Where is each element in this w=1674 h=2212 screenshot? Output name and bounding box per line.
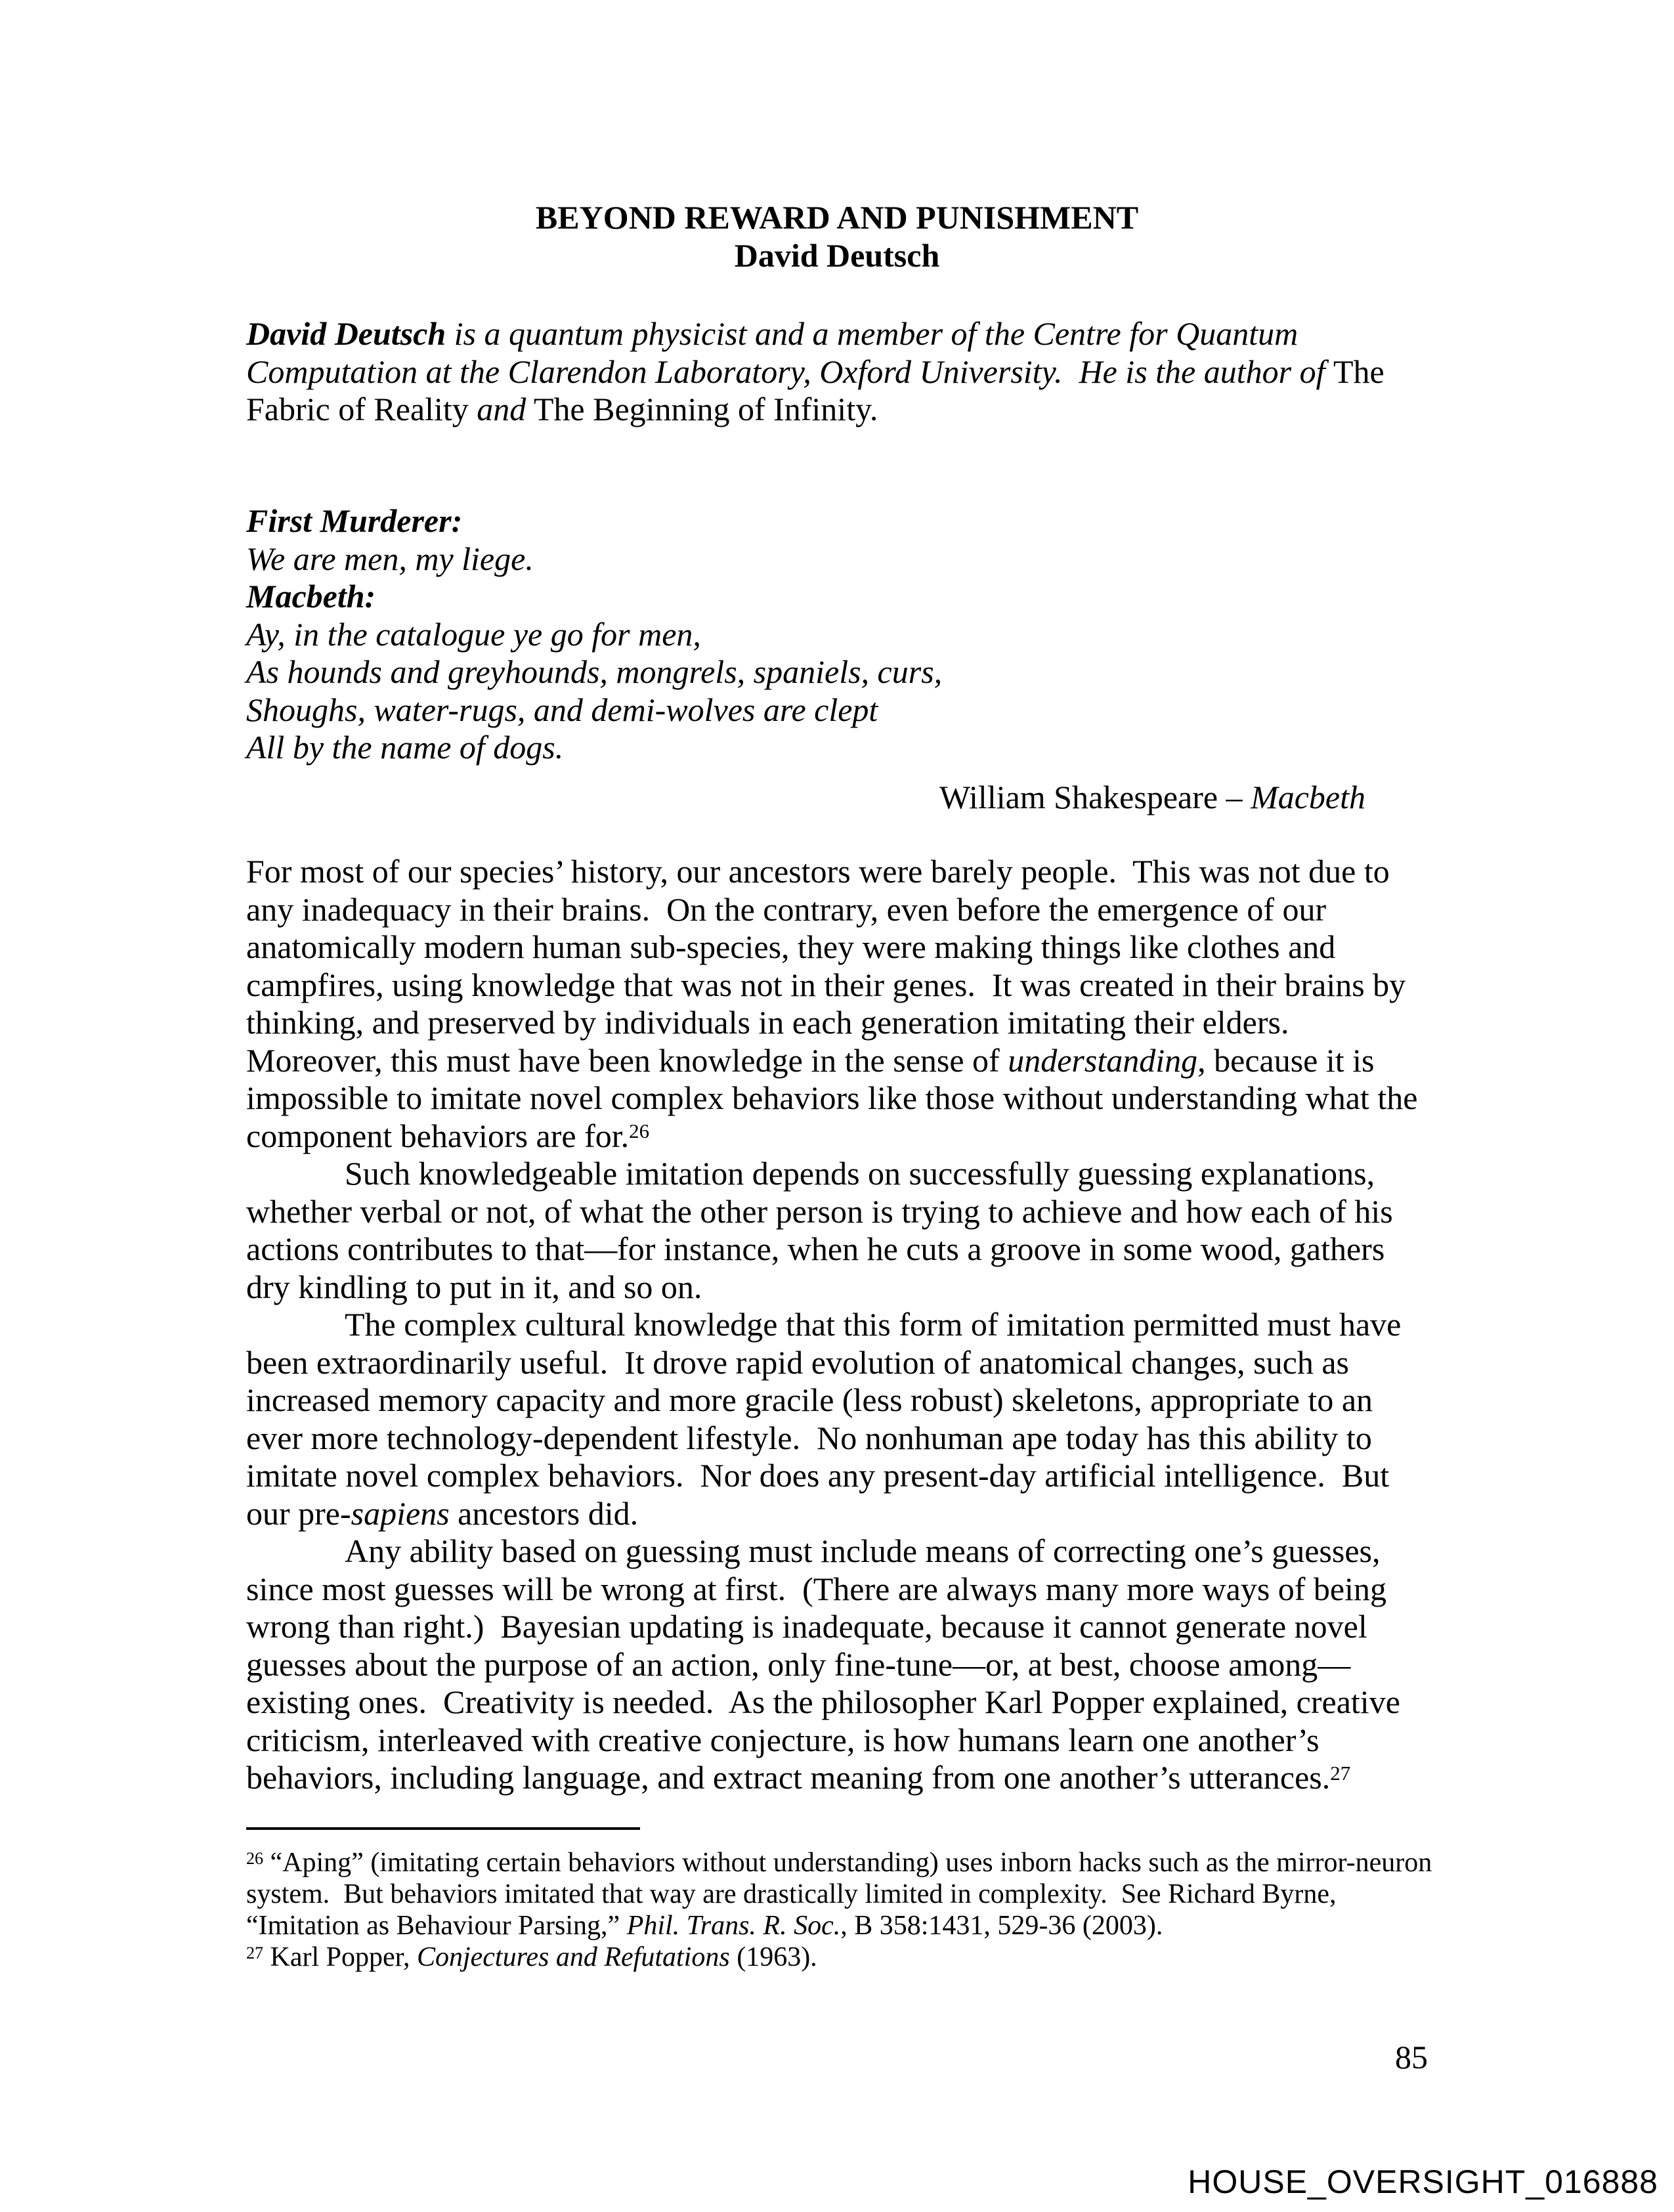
- text-run: is a quantum physicist and a member of the Centre for Quantum: [446, 315, 1298, 352]
- text-run: imitate novel complex behaviors. Nor does any present-day artificial intelligence. But: [246, 1457, 1390, 1494]
- document-header: [246, 199, 1428, 274]
- text-run: actions contributes to that—for instance, when he cuts a groove in some wood, gathers: [246, 1230, 1385, 1267]
- text-line: [246, 779, 1365, 817]
- text-line: [246, 1004, 1428, 1042]
- text-run: behaviors, including language, and extract meaning from one another’s utterances.: [246, 1759, 1331, 1796]
- text-run: Phil. Trans. R. Soc.: [626, 1911, 841, 1941]
- text-line: [246, 1306, 1428, 1344]
- text-run: campfires, using knowledge that was not in their genes. It was created in their brains by: [246, 966, 1406, 1003]
- text-run: sapiens: [351, 1494, 450, 1532]
- essay-title: BEYOND REWARD AND PUNISHMENT: [535, 199, 1139, 236]
- text-line: [246, 1117, 1428, 1156]
- text-run: Karl Popper,: [263, 1942, 417, 1972]
- text-run: component behaviors are for.: [246, 1117, 630, 1154]
- text-line: [246, 353, 1428, 391]
- text-line: [246, 1042, 1428, 1080]
- text-run: Moreover, this must have been knowledge in the sense of: [246, 1041, 1008, 1079]
- text-run: Ay, in the catalogue ye go for men,: [246, 615, 701, 653]
- text-line: [246, 1722, 1428, 1760]
- text-line: [246, 1571, 1428, 1609]
- text-line: [246, 578, 1428, 616]
- text-line: [246, 502, 1428, 540]
- text-run: thinking, and preserved by individuals in each generation imitating their elders.: [246, 1004, 1289, 1041]
- text-run: ancestors did.: [449, 1494, 639, 1532]
- text-run: any inadequacy in their brains. On the contrary, even before the emergence of our: [246, 890, 1327, 928]
- text-line: [246, 1381, 1428, 1420]
- text-line: [246, 729, 1428, 767]
- text-run: The: [1333, 353, 1384, 390]
- text-run: William Shakespeare –: [939, 779, 1251, 815]
- text-run: As hounds and greyhounds, mongrels, spaniels, curs,: [246, 653, 943, 690]
- text-run: understanding: [1008, 1041, 1198, 1079]
- text-run: , because it is: [1197, 1041, 1375, 1079]
- text-line: [246, 1910, 1448, 1941]
- text-run: anatomically modern human sub-species, they were making things like clothes and: [246, 928, 1336, 965]
- text-line: [246, 391, 1428, 429]
- bates-stamp: HOUSE_OVERSIGHT_016888: [1188, 2163, 1658, 2200]
- text-line: [246, 1532, 1428, 1571]
- text-run: We are men, my liege.: [246, 540, 534, 577]
- text-run: dry kindling to put in it, and so on.: [246, 1268, 702, 1305]
- text-line: [246, 315, 1428, 353]
- text-run: For most of our species’ history, our ancestors were barely people. This was not due to: [246, 853, 1390, 890]
- text-line: [246, 1878, 1448, 1910]
- text-line: [246, 1457, 1428, 1495]
- text-line: [246, 1344, 1428, 1382]
- text-run: criticism, interleaved with creative conjecture, is how humans learn one another’s: [246, 1721, 1320, 1758]
- text-run: guesses about the purpose of an action, only fine-tune—or, at best, choose among—: [246, 1645, 1351, 1683]
- text-line: [246, 616, 1428, 654]
- text-line: [246, 1155, 1428, 1193]
- text-line: [246, 691, 1428, 729]
- text-run: Computation at the Clarendon Laboratory, Oxford University. He is the author of: [246, 353, 1333, 390]
- text-run: system. But behaviors imitated that way are drastically limited in complexity. See Richard Byrne,: [246, 1879, 1337, 1909]
- text-line: [246, 1079, 1428, 1117]
- text-line: [246, 540, 1428, 578]
- text-run: (1963).: [729, 1942, 817, 1972]
- text-run: Fabric of Reality: [246, 391, 477, 427]
- text-line: [246, 1269, 1428, 1307]
- footnotes: [246, 1847, 1448, 1973]
- text-line: [246, 966, 1428, 1005]
- text-line: [246, 1495, 1428, 1533]
- footnote-27: [246, 1941, 1448, 1973]
- text-run: increased memory capacity and more gracile (less robust) skeletons, appropriate to an: [246, 1381, 1373, 1418]
- text-run: The complex cultural knowledge that this form of imitation permitted must have: [345, 1306, 1402, 1343]
- text-run: been extraordinarily useful. It drove rapid evolution of anatomical changes, such as: [246, 1343, 1349, 1381]
- text-run: Shoughs, water-rugs, and demi-wolves are clept: [246, 691, 878, 728]
- text-line: [246, 853, 1428, 891]
- footnote-reference: 27: [246, 1943, 264, 1963]
- text-line: [246, 653, 1428, 691]
- text-run: since most guesses will be wrong at first. (There are always many more ways of being: [246, 1570, 1387, 1607]
- footnote-reference: 26: [246, 1849, 264, 1869]
- text-run: Any ability based on guessing must include means of correcting one’s guesses,: [345, 1532, 1381, 1569]
- text-run: impossible to imitate novel complex behaviors like those without understanding what the: [246, 1079, 1418, 1116]
- text-run: Macbeth: [1251, 779, 1365, 815]
- epigraph-attribution: [246, 779, 1428, 817]
- text-run: Such knowledgeable imitation depends on successfully guessing explanations,: [345, 1155, 1375, 1192]
- text-line: [246, 1759, 1428, 1797]
- text-run: “Imitation as Behaviour Parsing,”: [246, 1911, 627, 1941]
- epigraph-quote: [246, 502, 1428, 767]
- text-run: , B 358:1431, 529-36 (2003).: [840, 1911, 1163, 1941]
- body-paragraph-2: [246, 1155, 1428, 1306]
- body-paragraph-4: [246, 1532, 1428, 1797]
- text-line: [246, 1941, 1448, 1973]
- text-line: [246, 928, 1428, 966]
- text-run: ever more technology-dependent lifestyle. No nonhuman ape today has this ability to: [246, 1419, 1372, 1456]
- text-run: whether verbal or not, of what the other person is trying to achieve and how each of his: [246, 1192, 1393, 1230]
- footnote-26: [246, 1847, 1448, 1941]
- text-line: [246, 1847, 1448, 1878]
- text-run: All by the name of dogs.: [246, 729, 564, 766]
- text-line: [246, 1683, 1428, 1722]
- text-run: wrong than right.) Bayesian updating is inadequate, because it cannot generate novel: [246, 1608, 1367, 1645]
- text-run: “Aping” (imitating certain behaviors without understanding) uses inborn hacks such as the mirror-neuron: [263, 1848, 1432, 1878]
- text-run: and: [477, 391, 526, 427]
- text-run: The Beginning of Infinity.: [526, 391, 878, 427]
- text-line: [246, 1230, 1428, 1269]
- text-line: [246, 1646, 1428, 1684]
- text-line: [246, 1420, 1428, 1458]
- text-run: First Murderer:: [246, 502, 463, 539]
- footnote-reference: 27: [1330, 1761, 1351, 1785]
- footnote-reference: 26: [629, 1119, 650, 1143]
- footnote-separator: [246, 1827, 640, 1830]
- text-run: our pre-: [246, 1494, 351, 1532]
- page-number: 85: [1395, 2039, 1428, 2075]
- text-run: Conjectures and Refutations: [416, 1942, 730, 1972]
- text-line: [246, 1608, 1428, 1646]
- text-line: [246, 1193, 1428, 1231]
- essay-body: [246, 853, 1428, 1797]
- body-paragraph-3: [246, 1306, 1428, 1532]
- text-run: Macbeth:: [246, 578, 376, 615]
- author-bio: [246, 315, 1428, 429]
- text-run: existing ones. Creativity is needed. As the philosopher Karl Popper explained, creative: [246, 1683, 1400, 1720]
- text-run: David Deutsch: [246, 315, 446, 352]
- body-paragraph-1: [246, 853, 1428, 1155]
- text-line: [246, 891, 1428, 929]
- essay-author: David Deutsch: [734, 236, 940, 274]
